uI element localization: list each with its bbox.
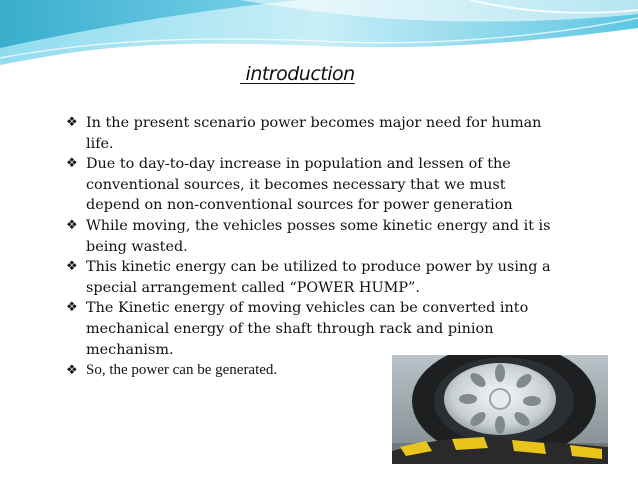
bullet-list <box>66 113 586 381</box>
bullet-text-line: This kinetic energy can be utilized to produce power by using a <box>86 259 551 276</box>
bullet-item <box>66 216 586 257</box>
bullet-text-line: being wasted. <box>86 238 188 255</box>
bullet-item <box>66 154 586 216</box>
bullet-item <box>66 113 586 154</box>
bullet-item <box>66 298 586 360</box>
bullet-item <box>66 257 586 298</box>
bullet-text-line: mechanical energy of the shaft through rack and pinion <box>86 320 494 337</box>
bullet-text-line: conventional sources, it becomes necessary that we must <box>86 176 506 193</box>
diamond-bullet-icon: ❖ <box>66 300 78 316</box>
tire-on-speed-hump-photo <box>392 355 608 464</box>
bullet-text-line: In the present scenario power becomes major need for human <box>86 115 542 131</box>
slide-title: introduction <box>240 63 355 85</box>
bullet-text-line: While moving, the vehicles posses some kinetic energy and it is <box>86 217 551 234</box>
bullet-text-line: mechanism. <box>86 341 174 358</box>
diamond-bullet-icon: ❖ <box>66 217 78 233</box>
diamond-bullet-icon: ❖ <box>66 156 78 172</box>
bullet-text-line: depend on non-conventional sources for power generation <box>86 197 513 214</box>
bullet-text-line: special arrangement called “POWER HUMP”. <box>86 279 420 296</box>
bullet-text-line: So, the power can be generated. <box>86 362 278 379</box>
bullet-text-line: The Kinetic energy of moving vehicles can be converted into <box>86 300 529 317</box>
diamond-bullet-icon: ❖ <box>66 115 78 130</box>
diamond-bullet-icon: ❖ <box>66 259 78 275</box>
bullet-text-line: Due to day-to-day increase in population and lessen of the <box>86 156 511 173</box>
diamond-bullet-icon: ❖ <box>66 362 78 378</box>
bullet-text-line: life. <box>86 135 114 152</box>
